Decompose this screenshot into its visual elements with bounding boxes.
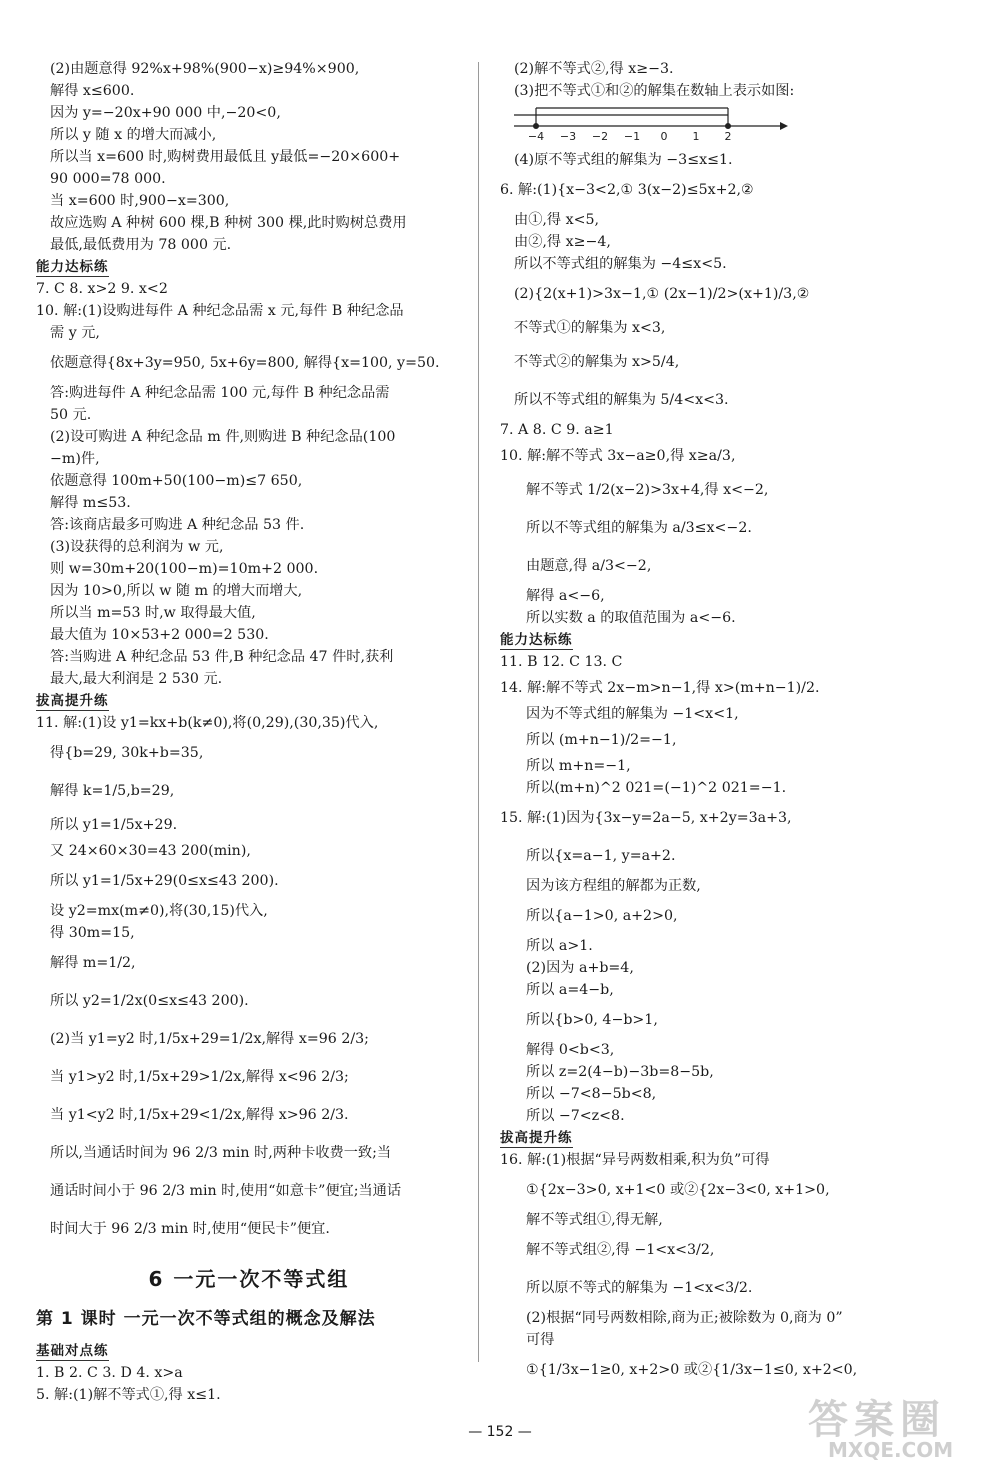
text-line: 14. 解:解不等式 2x−m>n−1,得 x>(m+n−1)/2. — [500, 680, 820, 696]
section-heading-ability: 能力达标练 — [500, 632, 573, 648]
text-line: 所以{a−1>0, a+2>0, — [526, 908, 678, 924]
text-line: 由①,得 x<5, — [514, 212, 600, 228]
text-line: 设 y2=mx(m≠0),将(30,15)代入, — [50, 903, 268, 919]
text-line: (2)当 y1=y2 时,1/5x+29=1/2x,解得 x=96 2/3; — [50, 1031, 369, 1047]
text-line: 所以 a>1. — [526, 938, 593, 954]
text-line: 最大值为 10×53+2 000=2 530. — [50, 627, 269, 643]
text-line: 解得 x≤600. — [50, 83, 135, 99]
text-line: 所以 z=2(4−b)−3b=8−5b, — [526, 1064, 714, 1080]
watermark-url: MXQE.COM — [828, 1438, 954, 1462]
tick-label: −2 — [591, 130, 609, 142]
text-line: ①{2x−3>0, x+1<0 或②{2x−3<0, x+1>0, — [526, 1182, 830, 1198]
text-line: 90 000=78 000. — [50, 171, 166, 187]
text-line: (2)解不等式②,得 x≥−3. — [514, 61, 674, 77]
watermark-logo — [808, 1388, 992, 1464]
text-line: 5. 解:(1)解不等式①,得 x≤1. — [36, 1387, 221, 1403]
text-line: −m)件, — [50, 451, 100, 467]
text-line: 则 w=30m+20(100−m)=10m+2 000. — [50, 561, 319, 577]
text-line: 所以 −7<z<8. — [526, 1108, 625, 1124]
text-line: 可得 — [526, 1332, 555, 1348]
tick-label: 2 — [724, 130, 732, 142]
tick-label: −1 — [623, 130, 641, 142]
text-line: 又 24×60×30=43 200(min), — [50, 843, 251, 859]
text-line: 不等式①的解集为 x<3, — [514, 320, 666, 336]
text-line: (2)由题意得 92%x+98%(900−x)≥94%×900, — [50, 61, 360, 77]
text-line: (4)原不等式组的解集为 −3≤x≤1. — [514, 152, 733, 168]
text-line: (2)设可购进 A 种纪念品 m 件,则购进 B 种纪念品(100 — [50, 429, 396, 445]
text-line: 当 y1<y2 时,1/5x+29<1/2x,解得 x>96 2/3. — [50, 1107, 349, 1123]
text-line: 所以 y1=1/5x+29. — [50, 817, 178, 833]
chapter-title: 6 一元一次不等式组 — [148, 1267, 350, 1291]
text-line: 6. 解:(1){x−3<2,① 3(x−2)≤5x+2,② — [500, 182, 754, 198]
tick-label: −4 — [527, 130, 545, 142]
text-line: 7. A 8. C 9. a≥1 — [500, 422, 614, 438]
section-heading-basic: 基础对点练 — [36, 1343, 109, 1359]
text-line: 所以(m+n)^2 021=(−1)^2 021=−1. — [526, 780, 787, 796]
text-line: 解得 k=1/5,b=29, — [50, 783, 175, 799]
text-line: 因为 y=−20x+90 000 中,−20<0, — [50, 105, 281, 121]
text-line: 所以不等式组的解集为 5/4<x<3. — [514, 392, 729, 408]
text-line: 答:当购进 A 种纪念品 53 件,B 种纪念品 47 件时,获利 — [50, 649, 394, 665]
text-line: 所以{x=a−1, y=a+2. — [526, 848, 676, 864]
tick-label: 0 — [660, 130, 668, 142]
text-line: 解不等式组①,得无解, — [526, 1212, 663, 1228]
tick-label: −3 — [559, 130, 577, 142]
text-line: 得{b=29, 30k+b=35, — [50, 745, 204, 761]
text-line: 由题意,得 a/3<−2, — [526, 558, 652, 574]
section-heading-ability: 能力达标练 — [36, 259, 109, 275]
text-line: 所以 −7<8−5b<8, — [526, 1086, 657, 1102]
text-line: (3)把不等式①和②的解集在数轴上表示如图: — [514, 83, 795, 99]
text-line: 15. 解:(1)因为{3x−y=2a−5, x+2y=3a+3, — [500, 810, 792, 826]
lesson-title: 第 1 课时 一元一次不等式组的概念及解法 — [36, 1309, 376, 1329]
text-line: 解不等式 1/2(x−2)>3x+4,得 x<−2, — [526, 482, 769, 498]
text-line: 所以原不等式的解集为 −1<x<3/2. — [526, 1280, 753, 1296]
text-line: ①{1/3x−1≥0, x+2>0 或②{1/3x−1≤0, x+2<0, — [526, 1362, 858, 1378]
text-line: 因为不等式组的解集为 −1<x<1, — [526, 706, 739, 722]
text-line: 由②,得 x≥−4, — [514, 234, 611, 250]
section-heading-improve: 拔高提升练 — [500, 1130, 573, 1146]
text-line: 依题意得{8x+3y=950, 5x+6y=800, 解得{x=100, y=50. — [50, 355, 440, 371]
text-line: 故应选购 A 种树 600 棵,B 种树 300 棵,此时购树总费用 — [50, 215, 407, 231]
text-line: (2)根据“同号两数相除,商为正;被除数为 0,商为 0” — [526, 1310, 843, 1326]
text-line: 所以 a=4−b, — [526, 982, 614, 998]
text-line: 时间大于 96 2/3 min 时,使用“便民卡”便宜. — [50, 1221, 330, 1237]
text-line: 10. 解:(1)设购进每件 A 种纪念品需 x 元,每件 B 种纪念品 — [36, 303, 404, 319]
text-line: 16. 解:(1)根据“异号两数相乘,积为负”可得 — [500, 1152, 770, 1168]
text-line: 解得 0<b<3, — [526, 1042, 615, 1058]
text-line: 1. B 2. C 3. D 4. x>a — [36, 1365, 183, 1381]
text-line: 最大,最大利润是 2 530 元. — [50, 671, 223, 687]
left-column — [36, 58, 462, 1406]
text-line: 所以当 x=600 时,购树费用最低且 y最低=−20×600+ — [50, 149, 401, 165]
tick-label: 1 — [692, 130, 700, 142]
text-line: 所以{b>0, 4−b>1, — [526, 1012, 658, 1028]
text-line: 所以实数 a 的取值范围为 a<−6. — [526, 610, 736, 626]
text-line: 当 y1>y2 时,1/5x+29>1/2x,解得 x<96 2/3; — [50, 1069, 349, 1085]
text-line: 解得 m≤53. — [50, 495, 131, 511]
page-number: — 152 — — [468, 1424, 532, 1440]
text-line: 依题意得 100m+50(100−m)≤7 650, — [50, 473, 303, 489]
text-line: 11. 解:(1)设 y1=kx+b(k≠0),将(0,29),(30,35)代入, — [36, 715, 379, 731]
text-line: 所以,当通话时间为 96 2/3 min 时,两种卡收费一致;当 — [50, 1145, 392, 1161]
text-line: 解得 m=1/2, — [50, 955, 136, 971]
text-line: 通话时间小于 96 2/3 min 时,使用“如意卡”便宜;当通话 — [50, 1183, 402, 1199]
text-line: (2)因为 a+b=4, — [526, 960, 634, 976]
text-line: 所以 y 随 x 的增大而减小, — [50, 127, 217, 143]
right-column — [500, 58, 955, 1389]
text-line: 解不等式组②,得 −1<x<3/2, — [526, 1242, 715, 1258]
text-line: 所以不等式组的解集为 a/3≤x<−2. — [526, 520, 752, 536]
text-line: 7. C 8. x>2 9. x<2 — [36, 281, 168, 297]
text-line: 不等式②的解集为 x>5/4, — [514, 354, 680, 370]
text-line: 所以 m+n=−1, — [526, 758, 631, 774]
text-line: (3)设获得的总利润为 w 元, — [50, 539, 224, 555]
text-line: 所以 (m+n−1)/2=−1, — [526, 732, 677, 748]
text-line: 解得 a<−6, — [526, 588, 605, 604]
text-line: 因为该方程组的解都为正数, — [526, 878, 701, 894]
number-line-figure — [510, 102, 790, 142]
text-line: 所以当 m=53 时,w 取得最大值, — [50, 605, 256, 621]
text-line: 所以 y2=1/2x(0≤x≤43 200). — [50, 993, 249, 1009]
text-line: 最低,最低费用为 78 000 元. — [50, 237, 232, 253]
text-line: 需 y 元, — [50, 325, 100, 341]
text-line: 11. B 12. C 13. C — [500, 654, 623, 670]
text-line: (2){2(x+1)>3x−1,① (2x−1)/2>(x+1)/3,② — [514, 286, 810, 302]
text-line: 当 x=600 时,900−x=300, — [50, 193, 230, 209]
column-divider — [478, 62, 479, 1362]
text-line: 答:购进每件 A 种纪念品需 100 元,每件 B 种纪念品需 — [50, 385, 390, 401]
text-line: 答:该商店最多可购进 A 种纪念品 53 件. — [50, 517, 305, 533]
text-line: 得 30m=15, — [50, 925, 135, 941]
text-line: 因为 10>0,所以 w 随 m 的增大而增大, — [50, 583, 303, 599]
text-line: 10. 解:解不等式 3x−a≥0,得 x≥a/3, — [500, 448, 736, 464]
text-line: 所以 y1=1/5x+29(0≤x≤43 200). — [50, 873, 279, 889]
text-line: 50 元. — [50, 407, 92, 423]
text-line: 所以不等式组的解集为 −4≤x<5. — [514, 256, 727, 272]
section-heading-improve: 拔高提升练 — [36, 693, 109, 709]
watermark-text: 答案圈 — [808, 1397, 946, 1443]
